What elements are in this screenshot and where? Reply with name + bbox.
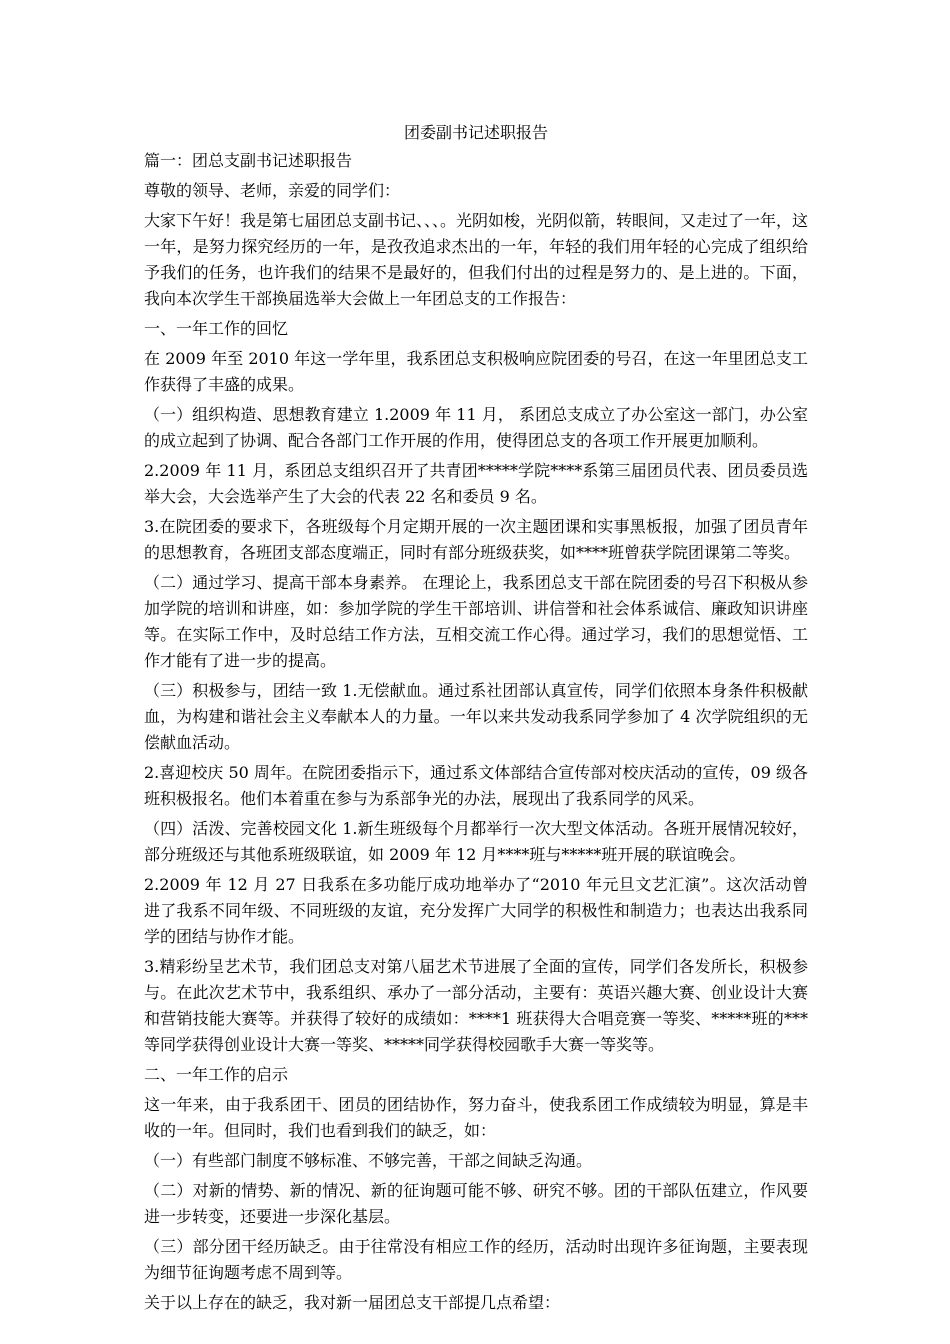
paragraph: 2.2009 年 11 月，系团总支组织召开了共青团*****学院****系第三届团员代表、团员委员选举大会，大会选举产生了大会的代表 22 名和委员 9 名。	[144, 461, 808, 506]
paragraph: 在 2009 年至 2010 年这一学年里，我系团总支积极响应院团委的号召，在这一年里团总支工作获得了丰盛的成果。	[144, 349, 808, 394]
document-title: 团委副书记述职报告	[403, 123, 548, 142]
paragraph: 大家下午好！我是第七届团总支副书记、、、。光阴如梭，光阴似箭，转眼间，又走过了一年，这一年，是努力探究经历的一年，是孜孜追求杰出的一年，年轻的我们用年轻的心完成了组织给予我们的任务，也许我们的结果不是最好的，但我们付出的过程是努力的、是上进的。下面，我向本次学生干部换届选举大会做上一年团总支的工作报告：	[144, 211, 809, 308]
paragraph: （四）活泼、完善校园文化 1.新生班级每个月都举行一次大型文体活动。各班开展情况较好，部分班级还与其他系班级联谊，如 2009 年 12 月****班与*****班开展的联谊晚会。	[144, 819, 808, 864]
paragraph: （三）部分团干经历缺乏。由于往常没有相应工作的经历，活动时出现许多征询题，主要表现为细节征询题考虑不周到等。	[144, 1237, 808, 1282]
paragraph: 一、一年工作的回忆	[144, 319, 289, 338]
paragraph: 这一年来，由于我系团干、团员的团结协作，努力奋斗，使我系团工作成绩较为明显，算是丰收的一年。但同时，我们也看到我们的缺乏，如：	[144, 1095, 808, 1140]
paragraph: （二）通过学习、提高干部本身素养。 在理论上，我系团总支干部在院团委的号召下积极从参加学院的培训和讲座，如：参加学院的学生干部培训、讲信誉和社会体系诚信、廉政知识讲座等。在实际工作中，及时总结工作方法，互相交流工作心得。通过学习，我们的思想觉悟、工作才能有了进一步的提高。	[144, 573, 808, 670]
paragraph: 2.2009 年 12 月 27 日我系在多功能厅成功地举办了“2010 年元旦文艺汇演”。这次活动曾进了我系不同年级、不同班级的友谊，充分发挥广大同学的积极性和制造力；也表达出我系同学的团结与协作才能。	[144, 875, 808, 946]
paragraph: （一）有些部门制度不够标准、不够完善，干部之间缺乏沟通。	[144, 1151, 593, 1170]
document-body	[144, 148, 808, 1316]
paragraph: （三）积极参与，团结一致 1.无偿献血。通过系社团部认真宣传，同学们依照本身条件积极献血，为构建和谐社会主义奉献本人的力量。一年以来共发动我系同学参加了 4 次学院组织的无偿献血活动。	[144, 681, 808, 752]
paragraph: （二）对新的情势、新的情况、新的征询题可能不够、研究不够。团的干部队伍建立，作风要进一步转变，还要进一步深化基层。	[144, 1181, 808, 1226]
document-page	[144, 120, 808, 1320]
paragraph: 二、一年工作的启示	[144, 1065, 289, 1084]
paragraph: （一）组织构造、思想教育建立 1.2009 年 11 月， 系团总支成立了办公室这一部门，办公室的成立起到了协调、配合各部门工作开展的作用，使得团总支的各项工作开展更加顺利。	[144, 405, 808, 450]
paragraph: 3.在院团委的要求下，各班级每个月定期开展的一次主题团课和实事黑板报，加强了团员青年的思想教育，各班团支部态度端正，同时有部分班级获奖，如****班曾获学院团课第二等奖。	[144, 517, 808, 562]
paragraph: 3.精彩纷呈艺术节，我们团总支对第八届艺术节进展了全面的宣传，同学们各发所长，积极参与。在此次艺术节中，我系组织、承办了一部分活动，主要有：英语兴趣大赛、创业设计大赛和营销技能大赛等。并获得了较好的成绩如：****1 班获得大合唱竞赛一等奖、*****班的***等同学获得创业设计大赛一等奖、*****同学获得校园歌手大赛一等奖等。	[144, 957, 808, 1054]
paragraph: 2.喜迎校庆 50 周年。在院团委指示下，通过系文体部结合宣传部对校庆活动的宣传，09 级各班积极报名。他们本着重在参与为系部争光的办法，展现出了我系同学的风采。	[144, 763, 808, 808]
paragraph: 关于以上存在的缺乏，我对新一届团总支干部提几点希望：	[144, 1293, 561, 1312]
paragraph: 尊敬的领导、老师，亲爱的同学们：	[144, 181, 401, 200]
paragraph: 篇一：团总支副书记述职报告	[144, 151, 353, 170]
